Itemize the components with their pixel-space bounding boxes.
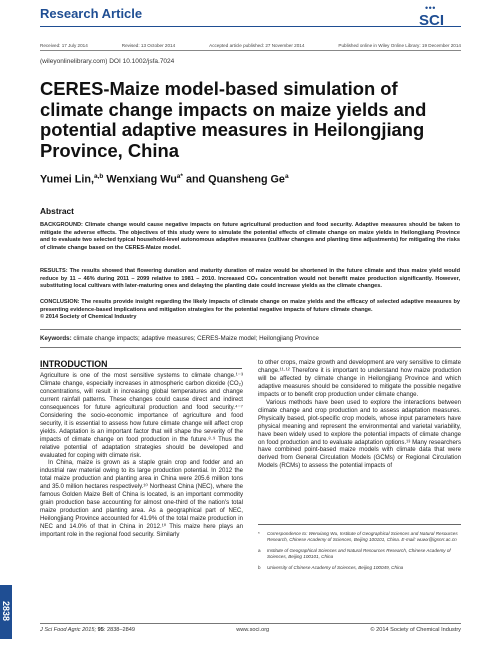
abstract-conclusion-text: The results provide insight regarding the likely impacts of climate change on maize yields and the efficacy of selected adaptive measures by presenting evidence-based implications and mitigation strategies for the potential negative impacts of future climate change. — [40, 299, 460, 313]
body-column-right — [258, 359, 461, 470]
footnote-rule — [258, 524, 461, 525]
abstract-results-text: The results showed that flowering duration and maturity duration of maize would be shortened in the future climate and thus maize yield would reduce by 11 – 46% during 2011 – 2099 relative to 1981 – 2010. Increased CO₂ concentration would not benefit maize production significantly. However, substituting local cultivars with later-maturing ones and delaying the planting date could increase yields as the climate changes. — [40, 268, 460, 290]
date-accepted: Accepted article published: 27 November 2014 — [209, 43, 305, 48]
journal-website[interactable]: www.soci.org — [236, 627, 270, 633]
keywords-label: Keywords: — [40, 335, 72, 342]
page-number: 2838 — [1, 600, 11, 622]
footnotes — [258, 531, 461, 576]
footnote-affiliation-b — [258, 565, 461, 571]
affiliation-marker: a — [284, 173, 289, 180]
abstract-background — [40, 222, 460, 252]
article-dates — [40, 43, 461, 48]
affiliation-marker: a,b — [94, 173, 104, 180]
footer-copyright: © 2014 Society of Chemical Industry — [370, 627, 461, 633]
footnote-correspondence — [258, 531, 461, 543]
author-name[interactable]: Yumei Lin, — [40, 173, 94, 186]
footer-rule — [40, 623, 461, 624]
date-published: Published online in Wiley Online Library: 19 December 2014 — [338, 43, 461, 48]
footnote-symbol: a — [258, 548, 261, 553]
abstract-results — [40, 268, 460, 291]
intro-paragraph: Various methods have been used to explore the interactions between climate change and crop production and to assess adaptation measures. Physically based, plot-specific crop models, whose input parameters have physical meaning and represent the environmental and varietal variability, have been widely used to explore the potential impacts of climate change on food production and to evaluate adaptation options.¹³ Many researchers have combined point-based maize models with climate data that were derived from General Circulation Models (GCMs) or Regional Circulation Models (RCMs) to assess the potential impacts of — [258, 398, 461, 470]
introduction-rule — [40, 368, 242, 369]
article-title: CERES-Maize model-based simulation of climate change impacts on maize yields and potential adaptive measures in Heilongjiang Province, China — [40, 78, 427, 161]
introduction-heading: INTRODUCTION — [40, 359, 108, 369]
author-name[interactable]: Wenxiang Wu — [103, 173, 177, 186]
date-received: Received: 17 July 2014 — [40, 43, 88, 48]
intro-paragraph: to other crops, maize growth and development are very sensitive to climate change.¹¹·¹² Therefore it is important to understand how maize production will be affected by climate change in Heilongjiang Province and which adaptive measures should be considered to mitigate the possible negative impacts or to benefit crop production under climate change. — [258, 359, 461, 398]
body-column-left — [40, 372, 243, 539]
logo-text: SCI — [419, 12, 445, 29]
footnote-affiliation-a — [258, 548, 461, 560]
doi-line[interactable]: (wileyonlinelibrary.com) DOI 10.1002/jsfa.7024 — [40, 58, 175, 65]
abstract-conclusion — [40, 299, 460, 322]
footnote-text: University of Chinese Academy of Sciences, Beijing 100049, China — [267, 565, 404, 570]
page-footer — [40, 627, 461, 633]
author-list — [40, 173, 289, 186]
keywords-text: climate change impacts; adaptive measures; CERES-Maize model; Heilongjiang Province — [71, 335, 319, 342]
abstract-copyright: © 2014 Society of Chemical Industry — [40, 314, 137, 321]
abstract-heading: Abstract — [40, 206, 74, 216]
abstract-background-label: BACKGROUND: — [40, 222, 83, 228]
journal-citation: J Sci Food Agric 2015; 95: 2838–2849 — [40, 627, 135, 633]
header-rule — [40, 26, 461, 27]
keywords-line — [40, 335, 319, 342]
affiliation-marker: a* — [176, 173, 183, 180]
footnote-text: Correspondence to: Wenxiang Wu, Institute of Geographical Sciences and Natural Resources Research, Chinese Academy of Sciences, Beijing 100101, China. E-mail: wuwx@igsnrr.ac.cn — [267, 531, 458, 542]
abstract-conclusion-label: CONCLUSION: — [40, 299, 80, 305]
author-name[interactable]: and Quansheng Ge — [182, 173, 285, 186]
intro-paragraph: Agriculture is one of the most sensitive systems to climate change.¹⁻³ Climate change, especially increases in atmospheric carbon dioxide (CO₂) concentrations, will result in increasing global temperatures and change current rainfall patterns. These changes could cause direct and indirect consequences for future agricultural production and food security.⁴⁻⁷ Considering the socio-economic importance of agriculture and food security, it is essential to assess how future climate change will affect crop yields. Adaptation is an important factor that will shape the severity of the impacts of climate change on food production in the future.⁸·⁹ Thus the relative potential of adaptation strategies should be developed and evaluated for coping with climate risk. — [40, 372, 243, 459]
abstract-results-label: RESULTS: — [40, 268, 68, 274]
intro-paragraph: In China, maize is grown as a staple grain crop and fodder and an industrial raw material owing to its large production potential. In 2012 the total maize production and planting area in China were 205.6 million tons and 35.0 million hectares respectively.¹⁰ Northeast China (NEC), where the famous Golden Maize Belt of China is located, is an important commodity grain production base accounting for almost one-third of the nation's total maize production and planting area. As a geographical part of NEC, Heilongjiang Province accounted for 41.9% of the total maize production in NEC and 14.0% of that in China in 2012.¹⁰ This maize here plays an important role in the regional food security. Similarly — [40, 459, 243, 539]
date-revised: Revised: 13 October 2014 — [121, 43, 176, 48]
footnote-text: Institute of Geographical Sciences and Natural Resources Research, Chinese Academy of Sciences, Beijing 100101, China — [267, 548, 451, 559]
article-type-label: Research Article — [40, 6, 143, 21]
logo-dots: • • • — [425, 3, 435, 13]
keywords-rule-bottom — [40, 347, 461, 348]
sci-logo — [411, 3, 463, 33]
dates-rule — [40, 50, 461, 51]
footnote-symbol: * — [258, 531, 260, 536]
keywords-rule-top — [40, 329, 461, 330]
footnote-symbol: b — [258, 565, 261, 570]
abstract-background-text: Climate change would cause negative impacts on future agricultural production and food security. Adaptive measures should be taken to mitigate the adverse effects. The objectives of this study were to simulate the potential effects of climate change on maize yields in Heilongjiang Province and to evaluate two selected typical household-level autonomous adaptive measures (cultivar changes and planting time adjustments) for mitigating the risks of climate change based on the CERES-Maize model. — [40, 222, 460, 251]
